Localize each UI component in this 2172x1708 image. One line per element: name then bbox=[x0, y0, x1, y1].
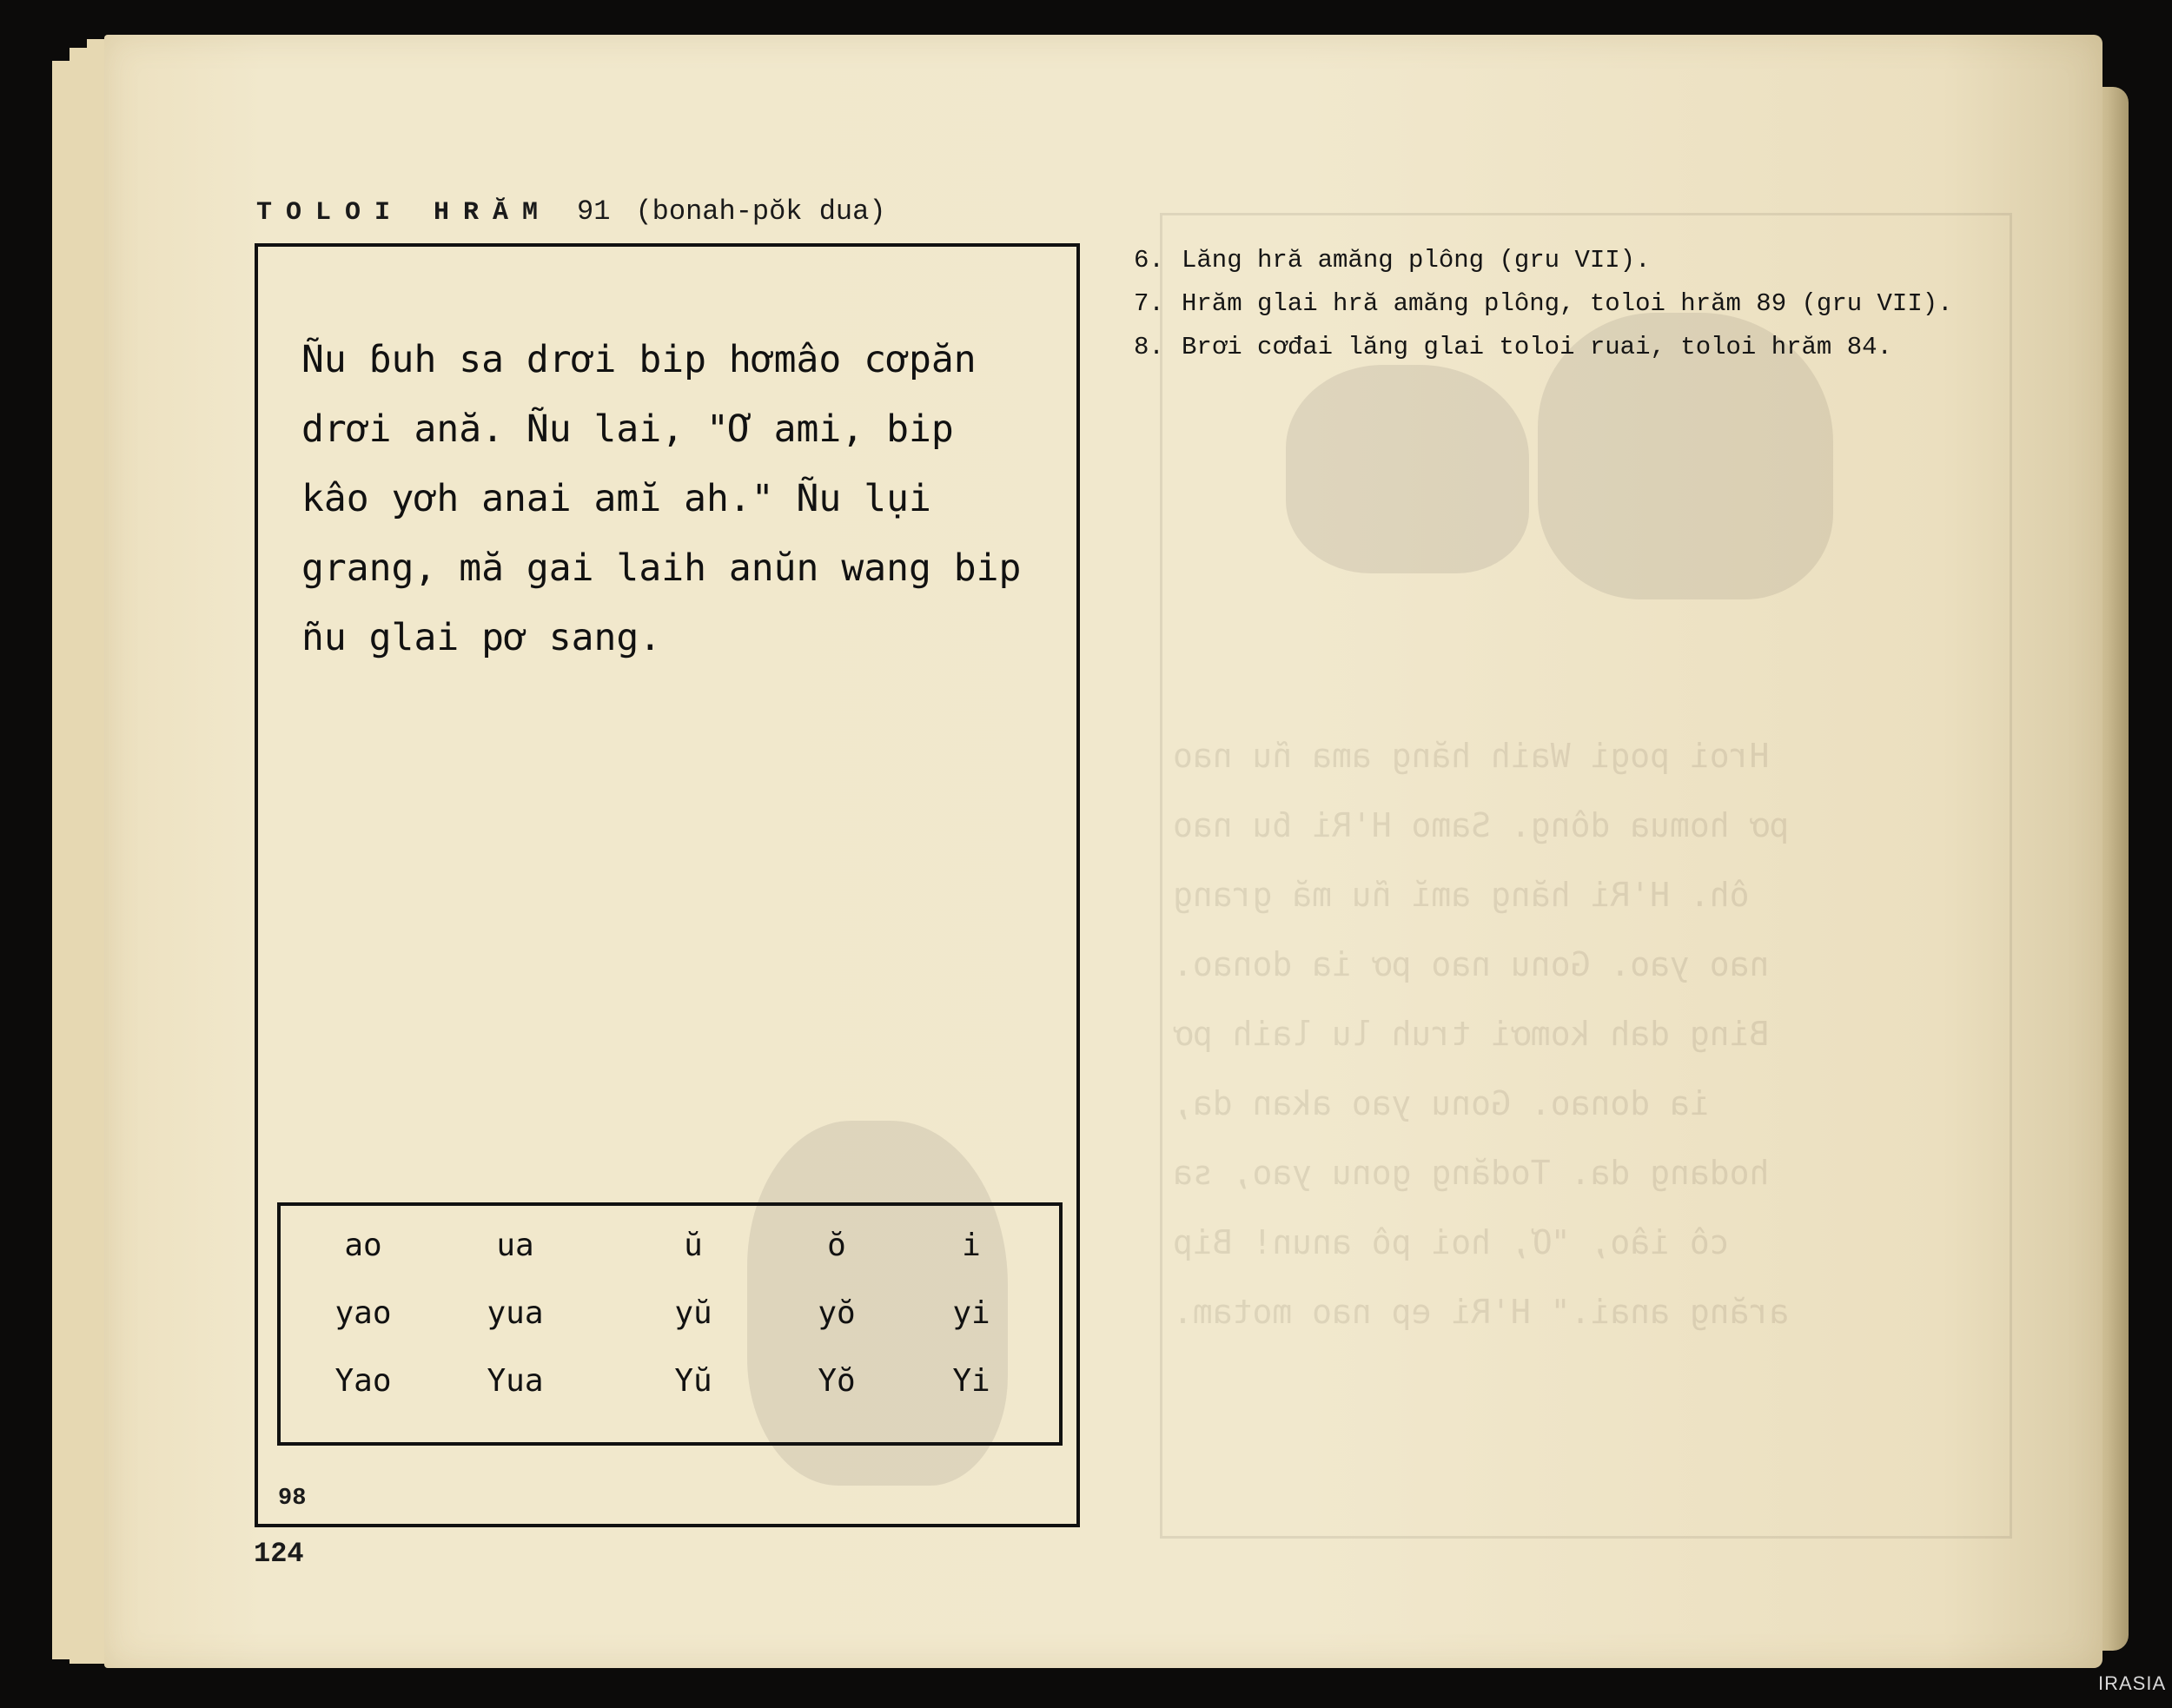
story-line: Ñu ɓuh sa drơi bip hơmâo cơpăn bbox=[301, 338, 977, 381]
lesson-subtitle: (bonah-pŏk dua) bbox=[635, 195, 886, 228]
vowel-cell: yi bbox=[952, 1295, 990, 1331]
vowel-row bbox=[281, 1228, 1059, 1280]
vowel-cell: Yao bbox=[334, 1363, 392, 1399]
vowel-cell: Yua bbox=[487, 1363, 544, 1399]
story-line: drơi ană. Ñu lai, "Ơ ami, bip bbox=[301, 407, 954, 451]
bleed-through-text: arăng anai." H'Ri ep nao motam. bbox=[1173, 1293, 1790, 1331]
exercise-number: 6. bbox=[1134, 246, 1164, 275]
story-line: kâo yơh anai amĭ ah." Ñu lụi bbox=[301, 477, 931, 520]
vowel-cell: ao bbox=[344, 1228, 382, 1263]
bleed-through-text: cô iâo, "Ơ, hoi pô anun! Bip bbox=[1173, 1223, 1730, 1261]
bleed-through-text: nao yao. Gonu nao pơ ia donao. bbox=[1173, 945, 1770, 983]
vowel-cell: Yŏ bbox=[818, 1363, 856, 1399]
bleed-through-text: ôh. H'Ri hăng amĭ ñu mă grang bbox=[1173, 876, 1750, 914]
vowel-cell: Yi bbox=[952, 1363, 990, 1399]
vowel-cell: yŭ bbox=[674, 1295, 712, 1331]
exercise-list bbox=[1134, 248, 1968, 378]
bleed-through-text: ia donao. Gonu yao akan da, bbox=[1173, 1084, 1710, 1122]
vowel-cell: i bbox=[962, 1228, 981, 1263]
exercise-text: Hrăm glai hră amăng plông, toloi hrăm 89 (gru VII). bbox=[1182, 289, 1953, 318]
inner-page-number: 98 bbox=[278, 1486, 307, 1512]
vowel-cell: yao bbox=[334, 1295, 392, 1331]
story-text bbox=[301, 335, 1021, 683]
outer-page-number: 124 bbox=[254, 1538, 304, 1570]
vowel-cell: ŏ bbox=[827, 1228, 846, 1263]
vowel-cell: Yŭ bbox=[674, 1363, 712, 1399]
exercise-text: Lăng hră amăng plông (gru VII). bbox=[1182, 246, 1651, 275]
exercise-number: 8. bbox=[1134, 333, 1164, 361]
lesson-title: TOLOI HRĂM bbox=[256, 198, 553, 228]
bleed-through-text: hodang da. Todăng gonu yao, sa bbox=[1173, 1154, 1770, 1192]
vowel-table bbox=[277, 1202, 1063, 1446]
vowel-cell: yua bbox=[487, 1295, 544, 1331]
story-line: ñu glai pơ sang. bbox=[301, 616, 662, 659]
exercise-item bbox=[1134, 291, 1968, 317]
exercise-item bbox=[1134, 248, 1968, 274]
lesson-header bbox=[256, 195, 886, 228]
vowel-row bbox=[281, 1363, 1059, 1415]
exercise-item bbox=[1134, 334, 1968, 361]
lesson-number: 91 bbox=[577, 195, 611, 228]
bleed-through-text: pơ homua dông. Samo H'Ri ɓu nao bbox=[1173, 806, 1790, 844]
source-watermark: IRASIA bbox=[2098, 1672, 2167, 1694]
bleed-through-text: Hroi pogi Waih hăng ama ñu nao bbox=[1173, 737, 1770, 775]
vowel-cell: ŭ bbox=[684, 1228, 703, 1263]
vowel-cell: ua bbox=[496, 1228, 534, 1263]
bleed-through-text: Bing dah komơi truh lu laih pơ bbox=[1173, 1015, 1770, 1053]
bleed-through-illustration bbox=[1286, 365, 1529, 573]
reading-frame bbox=[255, 243, 1080, 1527]
exercise-text: Brơi cơđai lăng glai toloi ruai, toloi hrăm 84. bbox=[1182, 333, 1892, 361]
vowel-cell: yŏ bbox=[818, 1295, 856, 1331]
story-line: grang, mă gai laih anŭn wang bip bbox=[301, 546, 1022, 590]
exercise-number: 7. bbox=[1134, 289, 1164, 318]
vowel-row bbox=[281, 1295, 1059, 1347]
